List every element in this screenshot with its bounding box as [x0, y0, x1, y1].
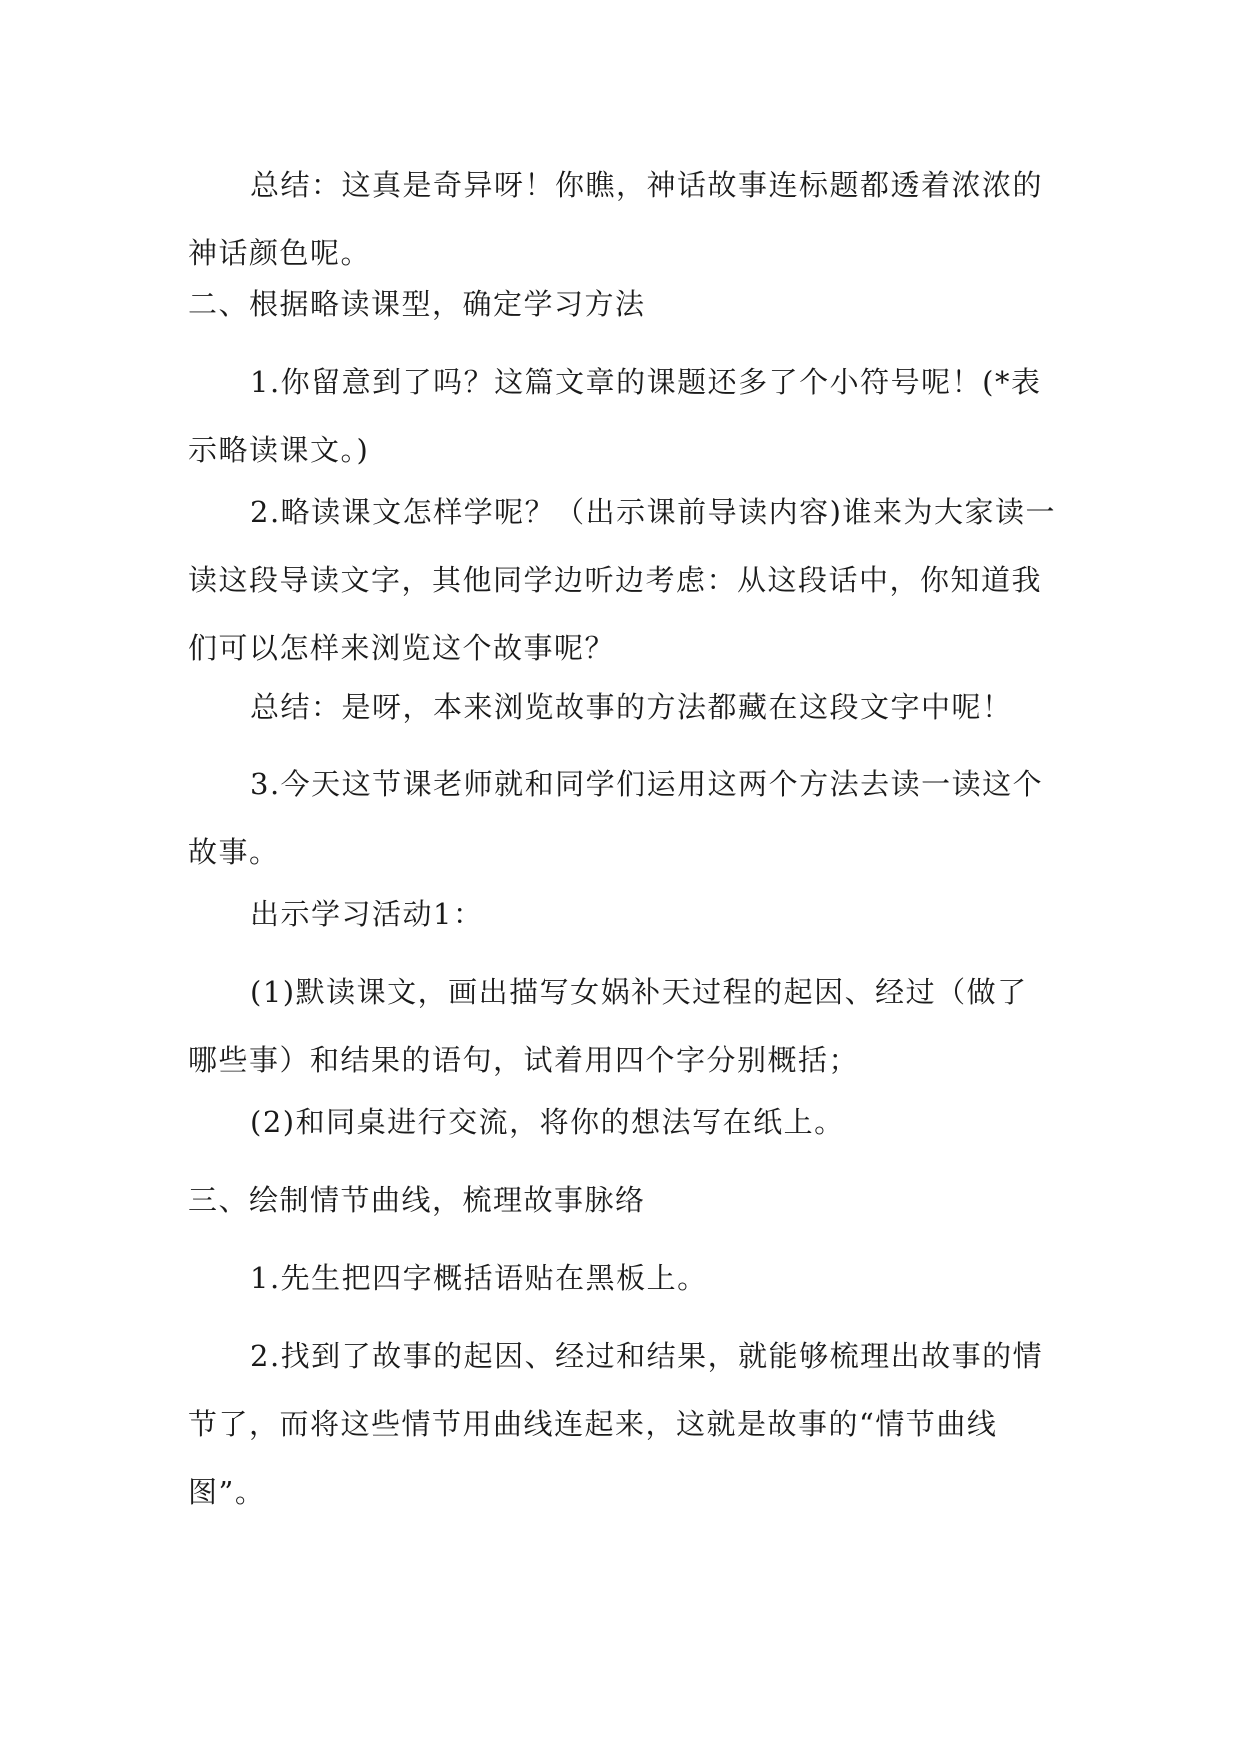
section-heading-3: 三、绘制情节曲线，梳理故事脉络	[188, 1183, 646, 1217]
section-heading-2: 二、根据略读课型，确定学习方法	[188, 287, 646, 321]
paragraph-summary-2: 总结：是呀，本来浏览故事的方法都藏在这段文字中呢！	[250, 690, 1013, 724]
paragraph-item-3: 3.今天这节课老师就和同学们运用这两个方法去读一读这个故事。	[188, 767, 1044, 869]
paragraph-activity-step-1: (1)默读课文，画出描写女娲补天过程的起因、经过（做了哪些事）和结果的语句，试着用四个字分别概括；	[188, 975, 1028, 1077]
paragraph-summary-1: 总结：这真是奇异呀！你瞧，神话故事连标题都透着浓浓的神话颜色呢。	[188, 168, 1044, 270]
paragraph-item-4: 1.先生把四字概括语贴在黑板上。	[250, 1261, 708, 1295]
paragraph-item-2: 2.略读课文怎样学呢？（出示课前导读内容)谁来为大家读一读这段导读文字，其他同学边听边考虑：从这段话中，你知道我们可以怎样来浏览这个故事呢？	[188, 495, 1056, 665]
paragraph-item-5: 2.找到了故事的起因、经过和结果，就能够梳理出故事的情节了，而将这些情节用曲线连起来，这就是故事的“情节曲线图”。	[188, 1339, 1044, 1509]
paragraph-activity-title: 出示学习活动1：	[250, 897, 484, 931]
paragraph-item-1: 1.你留意到了吗？这篇文章的课题还多了个小符号呢！(*表示略读课文。)	[188, 365, 1042, 467]
paragraph-activity-step-2: (2)和同桌进行交流，将你的想法写在纸上。	[250, 1105, 845, 1139]
